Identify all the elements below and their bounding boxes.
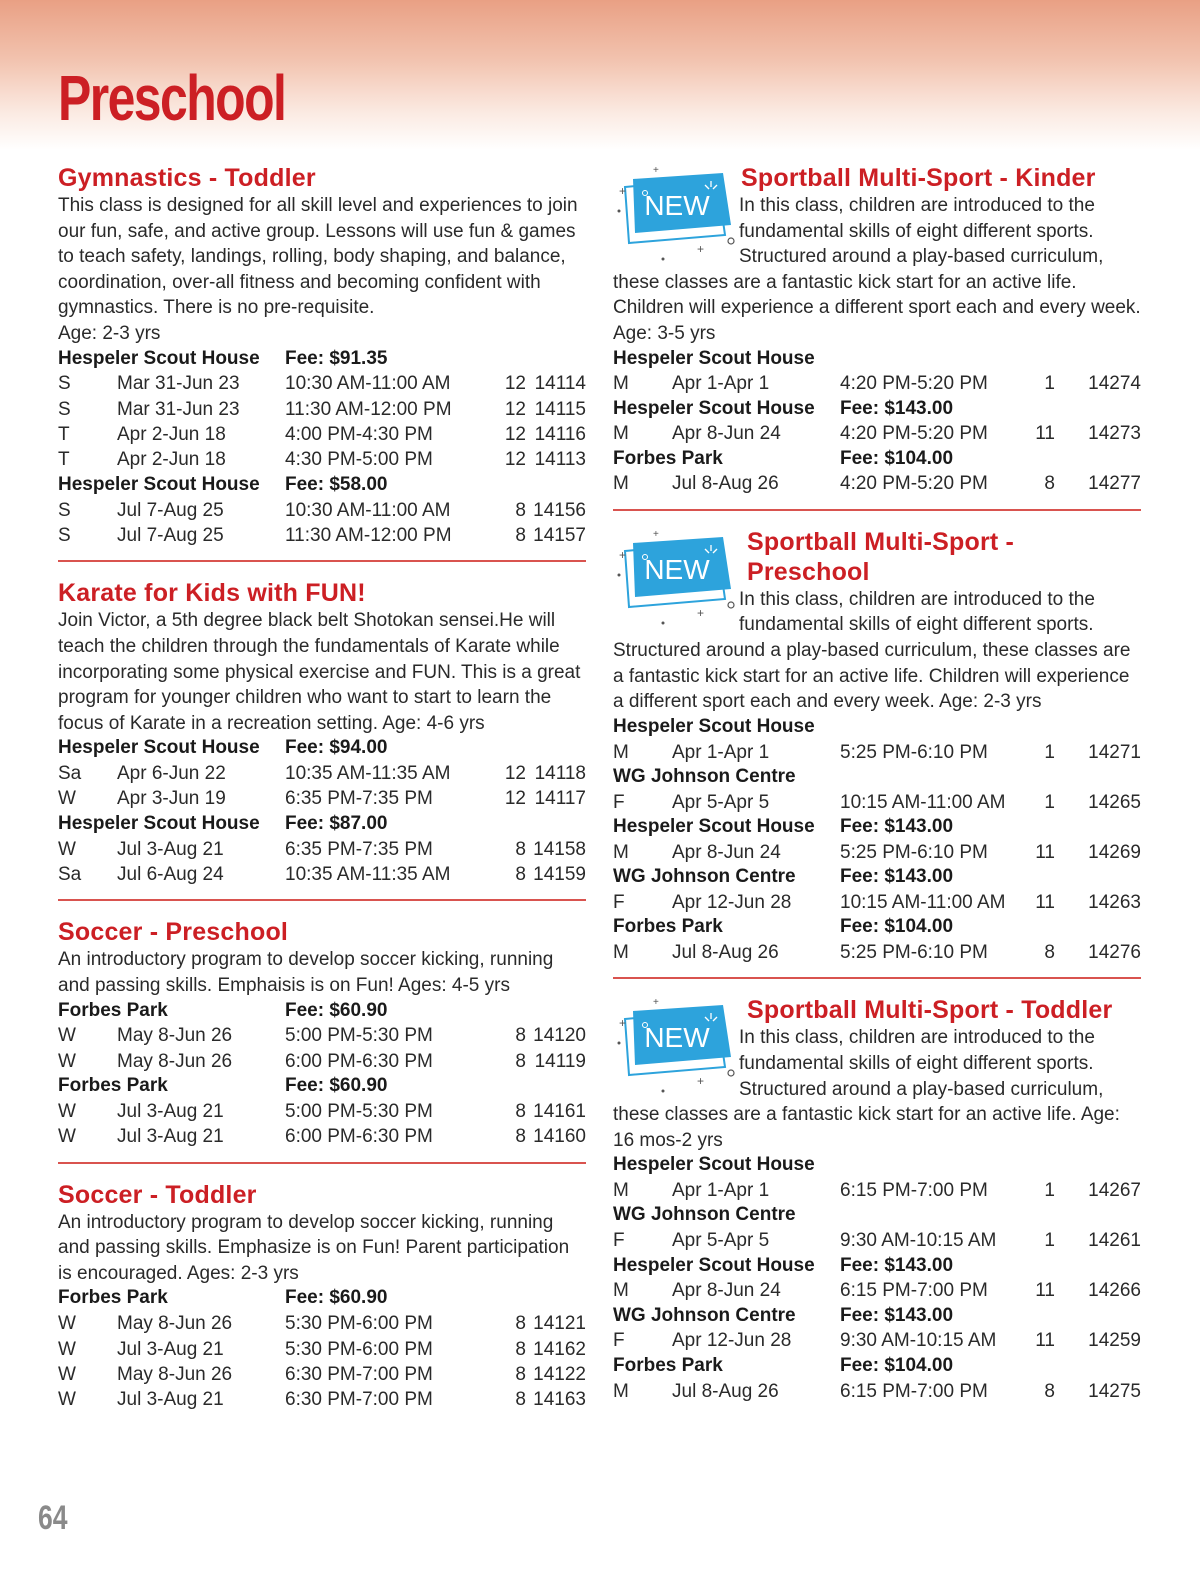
session-dates: Jul 7-Aug 25 — [117, 499, 224, 521]
session-day: M — [613, 473, 629, 495]
session-row — [58, 761, 586, 786]
session-time: 6:00 PM-6:30 PM — [285, 1050, 433, 1072]
location-name: WG Johnson Centre — [613, 866, 796, 888]
svg-text:+: + — [619, 547, 627, 562]
session-dates: Apr 12-Jun 28 — [672, 891, 792, 913]
session-code: 14157 — [533, 525, 586, 546]
session-day: W — [58, 1389, 76, 1411]
fee-label: Fee: $104.00 — [840, 447, 954, 469]
session-dates: Jul 3-Aug 21 — [117, 838, 224, 860]
session-time: 5:00 PM-5:30 PM — [285, 1025, 433, 1047]
session-time: 5:25 PM-6:10 PM — [840, 741, 988, 763]
left-column — [58, 163, 586, 1413]
location-header — [613, 1304, 1141, 1329]
location-header — [58, 736, 586, 761]
session-row — [58, 1362, 586, 1387]
session-classes: 12 — [504, 373, 526, 395]
session-row — [613, 371, 1141, 396]
session-dates: Apr 5-Apr 5 — [672, 1230, 770, 1252]
session-dates: May 8-Jun 26 — [117, 1025, 233, 1047]
program-title: Soccer - Toddler — [58, 1180, 257, 1209]
location-header — [613, 347, 1141, 372]
location-header — [58, 347, 586, 372]
program-age: Age: 2-3 yrs — [58, 322, 161, 344]
location-name: Hespeler Scout House — [613, 816, 815, 838]
fee-label: Fee: $104.00 — [840, 916, 954, 938]
fee-label: Fee: $60.90 — [285, 1287, 388, 1309]
program-title: Karate for Kids with FUN! — [58, 579, 366, 608]
program-title: Sportball Multi-Sport - Toddler — [747, 996, 1113, 1025]
session-dates: Apr 6-Jun 22 — [117, 763, 226, 785]
location-header — [613, 865, 1141, 890]
location-header — [613, 1203, 1141, 1228]
session-day: F — [613, 1230, 625, 1252]
session-code: 14277 — [1088, 473, 1141, 495]
right-column — [613, 163, 1141, 1404]
session-row — [58, 397, 586, 422]
section-divider — [613, 509, 1141, 511]
session-day: W — [58, 788, 76, 810]
location-header — [613, 765, 1141, 790]
session-classes: 8 — [515, 1389, 526, 1411]
session-dates: Apr 1-Apr 1 — [672, 1180, 770, 1202]
new-badge-label: NEW — [644, 190, 710, 221]
location-name: Hespeler Scout House — [58, 737, 260, 759]
session-classes: 12 — [504, 398, 526, 420]
fee-label: Fee: $58.00 — [285, 473, 388, 495]
session-code: 14266 — [1088, 1280, 1141, 1302]
session-dates: Jul 8-Aug 26 — [672, 942, 779, 963]
session-dates: Mar 31-Jun 23 — [117, 398, 240, 420]
session-time: 5:25 PM-6:10 PM — [840, 942, 988, 963]
program-section — [613, 527, 1141, 980]
session-dates: May 8-Jun 26 — [117, 1050, 233, 1072]
location-header — [613, 397, 1141, 422]
new-badge-label: NEW — [644, 553, 710, 585]
session-code: 14160 — [533, 1126, 586, 1148]
session-day: F — [613, 791, 625, 813]
svg-text:+: + — [653, 528, 659, 540]
svg-text:+: + — [697, 242, 705, 256]
session-classes: 8 — [1044, 1380, 1055, 1402]
session-day: F — [613, 891, 625, 913]
session-time: 5:25 PM-6:10 PM — [840, 841, 988, 863]
session-classes: 11 — [1035, 891, 1055, 913]
session-time: 5:00 PM-5:30 PM — [285, 1100, 433, 1122]
session-dates: Apr 2-Jun 18 — [117, 424, 226, 446]
location-name: WG Johnson Centre — [613, 1304, 796, 1326]
program-title: Soccer - Preschool — [58, 918, 289, 947]
location-header — [613, 915, 1141, 940]
session-day: M — [613, 423, 629, 445]
session-time: 10:15 AM-11:00 AM — [840, 891, 1006, 913]
session-dates: Apr 1-Apr 1 — [672, 373, 770, 395]
session-code: 14121 — [533, 1313, 586, 1335]
session-day: M — [613, 1380, 629, 1402]
session-code: 14275 — [1088, 1380, 1141, 1402]
fee-label: Fee: $104.00 — [840, 1354, 954, 1376]
session-day: M — [613, 841, 629, 863]
location-header — [58, 1286, 586, 1311]
session-row — [613, 471, 1141, 496]
section-divider — [58, 1162, 586, 1164]
session-dates: Jul 3-Aug 21 — [117, 1389, 224, 1411]
session-row — [613, 1228, 1141, 1253]
session-dates: Jul 3-Aug 21 — [117, 1126, 224, 1148]
session-classes: 8 — [1044, 473, 1055, 495]
program-section — [58, 1180, 586, 1413]
session-time: 9:30 AM-10:15 AM — [840, 1230, 997, 1252]
session-time: 11:30 AM-12:00 PM — [285, 398, 452, 420]
session-time: 5:30 PM-6:00 PM — [285, 1313, 433, 1335]
location-header — [58, 1074, 586, 1099]
session-time: 4:00 PM-4:30 PM — [285, 424, 433, 446]
session-classes: 8 — [515, 1363, 526, 1385]
location-header — [58, 999, 586, 1024]
new-badge-graphic — [613, 997, 739, 1095]
fee-label: Fee: $87.00 — [285, 812, 388, 834]
session-row — [58, 1311, 586, 1336]
session-row — [613, 421, 1141, 446]
svg-text:+: + — [653, 997, 659, 1009]
session-code: 14159 — [533, 864, 586, 885]
session-day: W — [58, 1126, 76, 1148]
session-classes: 1 — [1044, 791, 1055, 813]
session-time: 10:30 AM-11:00 AM — [285, 373, 451, 395]
session-time: 5:30 PM-6:00 PM — [285, 1338, 433, 1360]
session-code: 14119 — [534, 1050, 586, 1072]
session-code: 14116 — [534, 424, 586, 446]
session-day: T — [58, 424, 70, 446]
fee-label: Fee: $60.90 — [285, 1075, 388, 1097]
session-row — [613, 1328, 1141, 1353]
program-section — [58, 917, 586, 1163]
location-name: Hespeler Scout House — [613, 1154, 815, 1176]
session-classes: 8 — [515, 838, 526, 860]
session-row — [58, 447, 586, 472]
session-classes: 8 — [515, 499, 526, 521]
session-time: 10:30 AM-11:00 AM — [285, 499, 451, 521]
session-code: 14156 — [533, 499, 586, 521]
session-time: 6:00 PM-6:30 PM — [285, 1126, 433, 1148]
fee-label: Fee: $143.00 — [840, 1304, 954, 1326]
session-code: 14265 — [1088, 791, 1141, 813]
session-code: 14267 — [1088, 1180, 1141, 1202]
session-code: 14273 — [1088, 423, 1141, 445]
session-time: 4:20 PM-5:20 PM — [840, 373, 988, 395]
session-classes: 11 — [1035, 1330, 1055, 1352]
location-name: WG Johnson Centre — [613, 1204, 796, 1226]
session-classes: 1 — [1044, 1180, 1055, 1202]
session-day: S — [58, 525, 71, 546]
session-classes: 12 — [504, 424, 526, 446]
session-row — [613, 940, 1141, 965]
session-day: S — [58, 398, 71, 420]
location-name: Forbes Park — [58, 1287, 168, 1309]
session-time: 4:20 PM-5:20 PM — [840, 473, 988, 495]
session-code: 14118 — [534, 763, 586, 785]
session-day: W — [58, 1363, 76, 1385]
session-dates: Jul 7-Aug 25 — [117, 525, 224, 546]
program-description: This class is designed for all skill level and experiences to join our fun, safe, and active group. Lessons will use fun & games to teach safety, landings, rolling, body shaping, and balance, coordination, over-all fitness and becoming confident with gymnastics. There is no pre-requisite. — [58, 195, 578, 319]
svg-text:+: + — [619, 184, 627, 198]
session-classes: 11 — [1035, 1280, 1055, 1302]
session-row — [58, 1387, 586, 1412]
location-name: WG Johnson Centre — [613, 765, 796, 787]
program-title: Gymnastics - Toddler — [58, 164, 316, 192]
session-day: S — [58, 499, 71, 521]
program-description: An introductory program to develop soccer kicking, running and passing skills. Emphaisis is on Fun! Ages: 4-5 yrs — [58, 949, 554, 996]
location-header — [613, 1153, 1141, 1178]
session-day: M — [613, 1280, 629, 1302]
session-time: 6:30 PM-7:00 PM — [285, 1389, 433, 1411]
session-dates: May 8-Jun 26 — [117, 1363, 233, 1385]
session-time: 6:15 PM-7:00 PM — [840, 1380, 988, 1402]
session-day: W — [58, 1100, 76, 1122]
fee-label: Fee: $143.00 — [840, 1254, 954, 1276]
session-time: 6:35 PM-7:35 PM — [285, 788, 433, 810]
svg-text:+: + — [697, 1074, 705, 1089]
session-time: 6:15 PM-7:00 PM — [840, 1180, 988, 1202]
session-classes: 1 — [1044, 373, 1055, 395]
session-row — [613, 1379, 1141, 1404]
session-row — [58, 1099, 586, 1124]
session-day: Sa — [58, 763, 82, 785]
fee-label: Fee: $143.00 — [840, 816, 954, 838]
session-day: F — [613, 1330, 625, 1352]
session-dates: Apr 3-Jun 19 — [117, 788, 226, 810]
session-day: M — [613, 1180, 629, 1202]
session-row — [58, 837, 586, 862]
session-row — [58, 422, 586, 447]
session-row — [613, 790, 1141, 815]
session-time: 4:20 PM-5:20 PM — [840, 423, 988, 445]
session-day: M — [613, 373, 629, 395]
program-description: In this class, children are introduced to the fundamental skills of eight different sports. Structured around a play-based curriculum, these classes are a fantastic kick start for an active life. Children will experience a different sport each and every week. Age: 2-3 yrs — [613, 588, 1131, 713]
page-number: 64 — [38, 1499, 68, 1537]
session-classes: 8 — [515, 1313, 526, 1335]
session-classes: 1 — [1044, 741, 1055, 763]
session-classes: 1 — [1044, 1230, 1055, 1252]
session-dates: Jul 3-Aug 21 — [117, 1338, 224, 1360]
section-divider — [58, 899, 586, 901]
session-dates: Apr 1-Apr 1 — [672, 741, 770, 763]
session-classes: 12 — [504, 449, 526, 471]
session-row — [58, 1124, 586, 1149]
program-description: Join Victor, a 5th degree black belt Shotokan sensei.He will teach the children through the fundamentals of Karate while incorporating some physical exercise and FUN. This is a great program for younger children who want to start to learn the focus of Karate in a recreation setting. Age: 4-6 yrs — [58, 610, 581, 734]
location-name: Hespeler Scout House — [58, 473, 260, 495]
session-dates: Apr 8-Jun 24 — [672, 1280, 781, 1302]
session-time: 10:35 AM-11:35 AM — [285, 763, 451, 785]
session-day: M — [613, 942, 629, 963]
session-classes: 12 — [504, 763, 526, 785]
session-code: 14120 — [533, 1025, 586, 1047]
location-name: Hespeler Scout House — [613, 715, 815, 737]
new-badge-icon — [613, 165, 739, 263]
location-name: Hespeler Scout House — [613, 397, 815, 419]
location-name: Forbes Park — [613, 1354, 723, 1376]
location-name: Hespeler Scout House — [58, 812, 260, 834]
session-code: 14269 — [1088, 841, 1141, 863]
session-dates: Apr 12-Jun 28 — [672, 1330, 792, 1352]
session-code: 14122 — [533, 1363, 586, 1385]
session-row — [613, 740, 1141, 765]
session-code: 14271 — [1088, 741, 1141, 763]
session-classes: 8 — [1044, 942, 1055, 963]
session-code: 14274 — [1088, 373, 1141, 395]
session-day: T — [58, 449, 70, 471]
session-dates: Jul 8-Aug 26 — [672, 1380, 779, 1402]
session-row — [58, 498, 586, 523]
new-badge-label: NEW — [644, 1022, 710, 1054]
session-classes: 8 — [515, 1338, 526, 1360]
session-time: 6:30 PM-7:00 PM — [285, 1363, 433, 1385]
session-day: W — [58, 1025, 76, 1047]
program-section — [58, 163, 586, 562]
session-dates: May 8-Jun 26 — [117, 1313, 233, 1335]
session-dates: Jul 3-Aug 21 — [117, 1100, 224, 1122]
session-row — [613, 840, 1141, 865]
session-row — [58, 862, 586, 887]
session-time: 6:35 PM-7:35 PM — [285, 838, 433, 860]
svg-text:+: + — [653, 165, 659, 176]
session-classes: 12 — [504, 788, 526, 810]
session-code: 14261 — [1088, 1230, 1141, 1252]
session-day: W — [58, 1313, 76, 1335]
session-code: 14114 — [534, 373, 586, 395]
session-day: W — [58, 1338, 76, 1360]
session-code: 14263 — [1088, 891, 1141, 913]
session-code: 14162 — [533, 1338, 586, 1360]
session-row — [613, 890, 1141, 915]
section-divider — [58, 560, 586, 562]
new-badge-icon — [613, 997, 739, 1095]
session-code: 14113 — [534, 449, 586, 471]
location-header — [613, 815, 1141, 840]
session-code: 14163 — [533, 1389, 586, 1411]
program-section — [613, 995, 1141, 1404]
session-code: 14276 — [1088, 942, 1141, 963]
location-name: Forbes Park — [58, 999, 168, 1021]
program-title: Sportball Multi-Sport - Kinder — [741, 164, 1096, 192]
program-title: Sportball Multi-Sport - Preschool — [747, 527, 1015, 586]
svg-text:+: + — [619, 1016, 627, 1031]
location-header — [613, 1254, 1141, 1279]
fee-label: Fee: $94.00 — [285, 737, 388, 759]
session-code: 14117 — [534, 788, 586, 810]
session-time: 6:15 PM-7:00 PM — [840, 1280, 988, 1302]
session-time: 10:15 AM-11:00 AM — [840, 791, 1006, 813]
session-dates: Jul 8-Aug 26 — [672, 473, 779, 495]
session-classes: 8 — [515, 864, 526, 885]
session-code: 14158 — [533, 838, 586, 860]
location-name: Forbes Park — [613, 447, 723, 469]
session-row — [58, 371, 586, 396]
program-description: An introductory program to develop soccer kicking, running and passing skills. Emphasize is on Fun! Parent participation is encouraged. Ages: 2-3 yrs — [58, 1211, 570, 1284]
program-section — [58, 578, 586, 901]
session-code: 14115 — [534, 398, 586, 420]
location-header — [58, 473, 586, 498]
session-row — [58, 786, 586, 811]
session-dates: Jul 6-Aug 24 — [117, 864, 224, 885]
session-code: 14259 — [1088, 1330, 1141, 1352]
session-time: 10:35 AM-11:35 AM — [285, 864, 451, 885]
location-name: Forbes Park — [58, 1075, 168, 1097]
session-classes: 11 — [1035, 423, 1055, 445]
location-name: Forbes Park — [613, 916, 723, 938]
fee-label: Fee: $60.90 — [285, 999, 388, 1021]
program-description: In this class, children are introduced to the fundamental skills of eight different sports. Structured around a play-based curriculum, these classes are a fantastic kick start for an active life. Children will experience a different sport each and every week. Age: 3-5 yrs — [613, 195, 1141, 344]
session-day: S — [58, 373, 71, 395]
session-row — [58, 1049, 586, 1074]
page-title: Preschool — [58, 62, 286, 134]
location-header — [613, 447, 1141, 472]
location-header — [613, 715, 1141, 740]
session-classes: 8 — [515, 1025, 526, 1047]
session-day: W — [58, 1050, 76, 1072]
location-name: Hespeler Scout House — [613, 1254, 815, 1276]
session-classes: 11 — [1035, 841, 1055, 863]
session-day: Sa — [58, 864, 82, 885]
session-row — [58, 1337, 586, 1362]
fee-label: Fee: $143.00 — [840, 397, 954, 419]
new-badge-graphic — [613, 529, 739, 627]
session-row — [613, 1278, 1141, 1303]
new-badge-graphic — [613, 165, 739, 263]
svg-text:+: + — [697, 605, 705, 620]
session-classes: 8 — [515, 1126, 526, 1148]
session-row — [613, 1178, 1141, 1203]
location-name: Hespeler Scout House — [613, 347, 815, 369]
program-description: In this class, children are introduced to the fundamental skills of eight different sports. Structured around a play-based curriculum, these classes are a fantastic kick start for an active life. Age: 16 mos-2 yrs — [613, 1027, 1120, 1151]
session-classes: 8 — [515, 1050, 526, 1072]
session-classes: 8 — [515, 1100, 526, 1122]
session-row — [58, 1023, 586, 1048]
fee-label: Fee: $91.35 — [285, 347, 388, 369]
session-dates: Apr 2-Jun 18 — [117, 449, 226, 471]
session-time: 9:30 AM-10:15 AM — [840, 1330, 997, 1352]
session-dates: Mar 31-Jun 23 — [117, 373, 240, 395]
program-section — [613, 163, 1141, 511]
session-day: W — [58, 838, 76, 860]
session-code: 14161 — [533, 1100, 586, 1122]
session-dates: Apr 8-Jun 24 — [672, 841, 781, 863]
session-dates: Apr 8-Jun 24 — [672, 423, 781, 445]
session-dates: Apr 5-Apr 5 — [672, 791, 770, 813]
location-name: Hespeler Scout House — [58, 347, 260, 369]
location-header — [613, 1354, 1141, 1379]
session-row — [58, 523, 586, 548]
session-day: M — [613, 741, 629, 763]
fee-label: Fee: $143.00 — [840, 866, 954, 888]
new-badge-icon — [613, 529, 739, 627]
section-divider — [613, 977, 1141, 979]
session-classes: 8 — [515, 525, 526, 546]
session-time: 4:30 PM-5:00 PM — [285, 449, 433, 471]
location-header — [58, 812, 586, 837]
session-time: 11:30 AM-12:00 PM — [285, 525, 452, 546]
